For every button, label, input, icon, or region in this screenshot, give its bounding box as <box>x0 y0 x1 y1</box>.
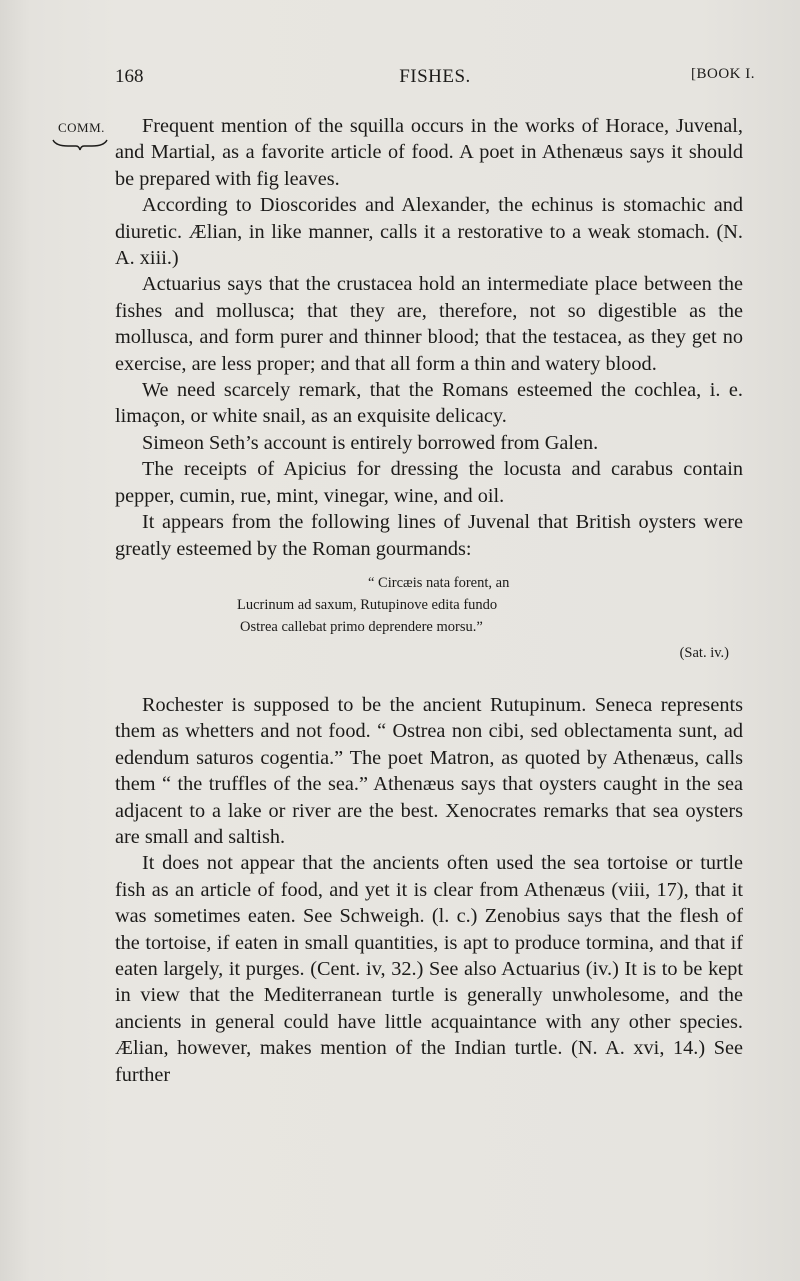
paragraph: We need scarcely remark, that the Romans esteemed the cochlea, i. e. limaçon, or white snail, as an exquisite delicacy. <box>115 379 743 428</box>
paragraph: It does not appear that the ancients often used the sea tortoise or turtle fish as an article of food, and yet it is clear from Athenæus (viii, 17), that it was sometimes eaten. See Schweigh. (l. c.) Zenobius says that the flesh of the tortoise, if eaten in small quantities, is apt to produce tormina, and that if eaten largely, it purges. (Cent. iv, 32.) See also Actuarius (iv.) It is to be kept in view that the Mediterranean turtle is generally unwholesome, and the ancients in general could have little acquaintance with any other species. Ælian, however, makes mention of the Indian turtle. (N. A. xvi, 14.) See further <box>115 852 743 1086</box>
paragraph: Rochester is supposed to be the ancient Rutupinum. Seneca represents them as whetters and not food. “ Ostrea non cibi, sed oblectamenta sunt, ad edendum saturos cogentia.” The poet Matron, as quoted by Athenæus, calls them “ the truffles of the sea.” Athenæus says that oysters caught in the sea adjacent to a lake or river are the best. Xenocrates remarks that sea oysters are small and saltish. <box>115 693 743 848</box>
quote-line: Lucrinum ad saxum, Rutupinove edita fundo <box>237 596 498 613</box>
quote-source: (Sat. iv.) <box>679 644 729 661</box>
paragraph: The receipts of Apicius for dressing the locusta and carabus contain pepper, cumin, rue, mint, vinegar, wine, and oil. <box>115 458 743 507</box>
page-title: FISHES. <box>399 66 471 87</box>
main-text <box>115 113 743 1088</box>
paragraph: According to Dioscorides and Alexander, the echinus is stomachic and diuretic. Ælian, in like manner, calls it a restorative to a weak stomach. (N. A. xiii.) <box>115 194 743 270</box>
paragraph: It appears from the following lines of Juvenal that British oysters were greatly esteemed by the Roman gourmands: <box>115 511 743 560</box>
running-header <box>115 66 755 94</box>
spacer <box>115 664 743 692</box>
paragraph: Frequent mention of the squilla occurs in the works of Horace, Juvenal, and Martial, as a favorite article of food. A poet in Athenæus says it should be prepared with fig leaves. <box>115 115 743 190</box>
page-number: 168 <box>115 66 144 87</box>
verse-quotation <box>115 572 743 664</box>
brace-icon <box>52 138 108 152</box>
quote-line: “ Circæis nata forent, an <box>368 574 510 591</box>
marginal-note: COMM. <box>58 120 105 135</box>
book-label: [BOOK I. <box>691 66 755 82</box>
paragraph: Simeon Seth’s account is entirely borrowed from Galen. <box>142 431 599 454</box>
quote-line: Ostrea callebat primo deprendere morsu.” <box>240 618 483 635</box>
paragraph: Actuarius says that the crustacea hold an intermediate place between the fishes and mollusca; that they are, therefore, not so digestible as the mollusca, and form purer and thinner blood; that the testacea, as they get no exercise, are less proper; and that all form a thin and watery blood. <box>115 273 743 375</box>
